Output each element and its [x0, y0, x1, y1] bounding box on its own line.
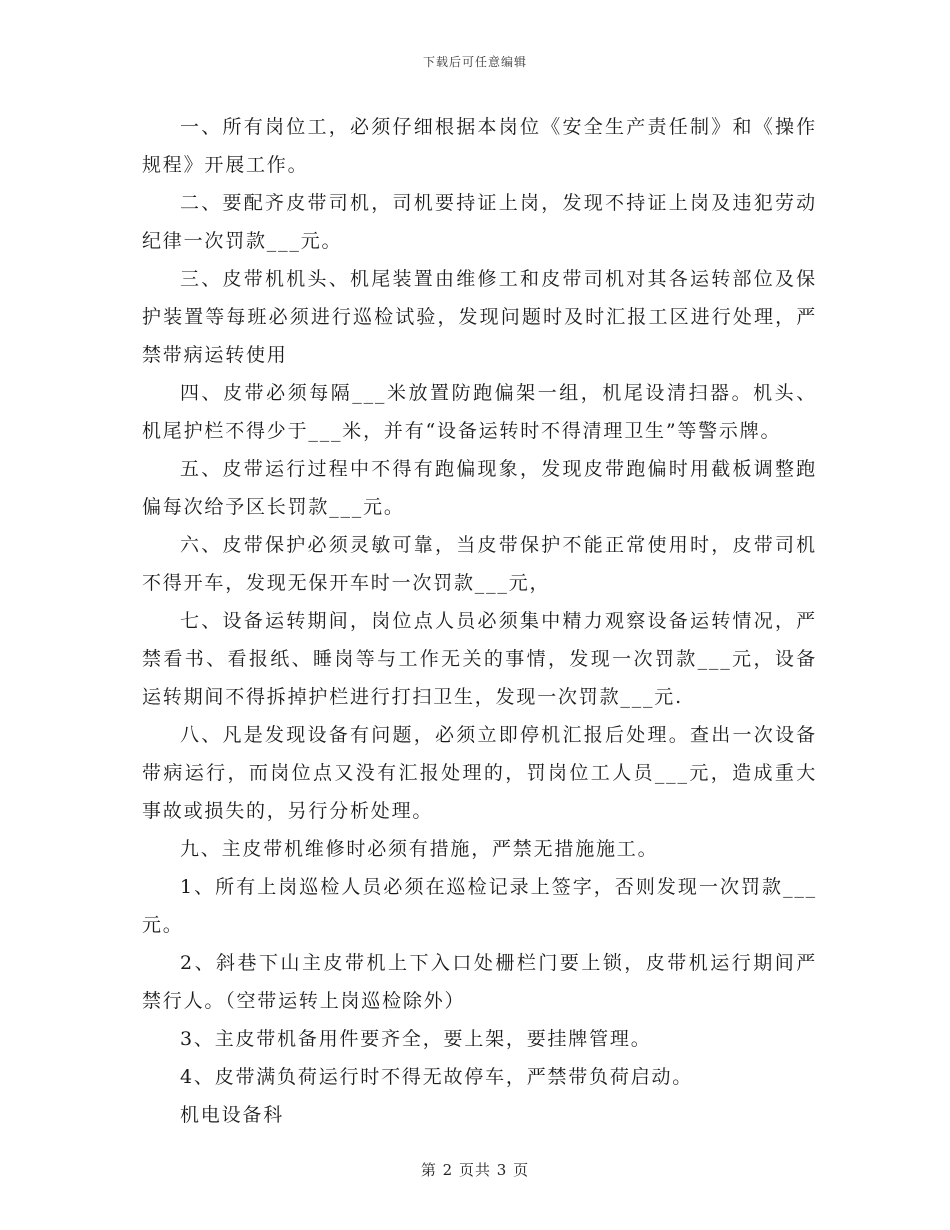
paragraph-6: 六、皮带保护必须灵敏可靠，当皮带保护不能正常使用时，皮带司机不得开车，发现无保开车时一次罚款___元， [142, 534, 817, 594]
paragraph-9: 九、主皮带机维修时必须有措施，严禁无措施施工。 [180, 838, 659, 860]
page-footer: 第 2 页共 3 页 [420, 1161, 530, 1179]
signature-department: 机电设备科 [180, 1104, 285, 1126]
paragraph-4: 四、皮带必须每隔___米放置防跑偏架一组，机尾设清扫器。机头、机尾护栏不得少于___米，并有“设备运转时不得清理卫生”等警示牌。 [142, 382, 817, 442]
paragraph-10: 1、所有上岗巡检人员必须在巡检记录上签字，否则发现一次罚款___元。 [142, 876, 817, 936]
document-body [142, 108, 817, 1134]
paragraph-5: 五、皮带运行过程中不得有跑偏现象，发现皮带跑偏时用截板调整跑偏每次给予区长罚款___元。 [142, 458, 817, 518]
paragraph-3: 三、皮带机机头、机尾装置由维修工和皮带司机对其各运转部位及保护装置等每班必须进行巡检试验，发现问题时及时汇报工区进行处理，严禁带病运转使用 [142, 268, 817, 366]
paragraph-7: 七、设备运转期间，岗位点人员必须集中精力观察设备运转情况，严禁看书、看报纸、睡岗等与工作无关的事情，发现一次罚款___元，设备运转期间不得拆掉护栏进行打扫卫生，发现一次罚款___元. [142, 610, 817, 708]
paragraph-1: 一、所有岗位工，必须仔细根据本岗位《安全生产责任制》和《操作规程》开展工作。 [142, 116, 817, 176]
paragraph-12: 3、主皮带机备用件要齐全，要上架，要挂牌管理。 [180, 1028, 652, 1050]
paragraph-13: 4、皮带满负荷运行时不得无故停车，严禁带负荷启动。 [180, 1066, 694, 1088]
page-header: 下载后可任意编辑 [422, 55, 527, 69]
paragraph-8: 八、凡是发现设备有问题，必须立即停机汇报后处理。查出一次设备带病运行，而岗位点又没有汇报处理的，罚岗位工人员___元，造成重大事故或损失的，另行分析处理。 [142, 724, 817, 822]
paragraph-11: 2、斜巷下山主皮带机上下入口处栅栏门要上锁，皮带机运行期间严禁行人。（空带运转上岗巡检除外） [142, 952, 817, 1012]
paragraph-2: 二、要配齐皮带司机，司机要持证上岗，发现不持证上岗及违犯劳动纪律一次罚款___元。 [142, 192, 817, 252]
